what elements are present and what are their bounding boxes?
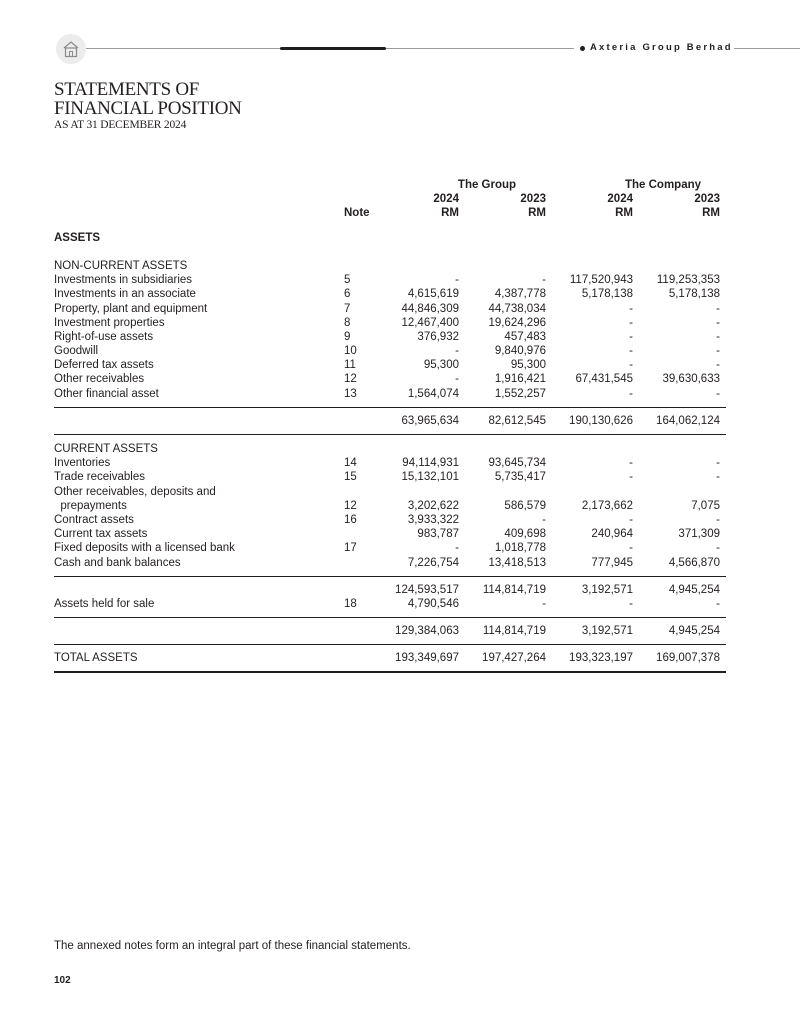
table-row [54,485,726,499]
row-label: Right-of-use assets [54,330,154,343]
row-label: prepayments [54,499,127,512]
row-label: Other receivables, deposits and [54,485,216,498]
current-total-row [54,624,726,638]
row-value: 7,226,754 [407,556,459,569]
row-value: 240,964 [591,528,633,541]
row-value: 3,933,322 [407,513,459,526]
row-label: Deferred tax assets [54,359,154,372]
row-value: 44,738,034 [488,302,546,315]
total-value: 164,062,124 [656,414,720,427]
non-current-rows [54,273,726,401]
row-value: 371,309 [678,528,720,541]
column-group-headers [54,178,726,192]
table-row [54,387,726,401]
row-value: 409,698 [504,528,546,541]
row-value: 1,916,421 [494,373,546,386]
row-note: 11 [344,359,356,372]
row-value: - [716,457,720,470]
note-header: Note [344,207,370,220]
row-value: - [716,330,720,343]
group-header: The Group [457,179,517,191]
row-value: 5,735,417 [494,471,546,484]
header-bullet [580,46,585,51]
row-label: Trade receivables [54,471,145,484]
row-value: 13,418,513 [488,556,546,569]
total-value: 63,965,634 [401,414,459,427]
row-value: - [716,316,720,329]
year-header: 2023 [694,193,720,206]
year-header: 2024 [433,193,459,206]
row-value: 5,178,138 [581,288,633,301]
row-value: 1,018,778 [494,542,546,555]
row-value: 4,790,546 [407,597,459,610]
header-divider-right [734,48,800,49]
row-label: Investments in an associate [54,288,196,301]
unit-header: RM [441,207,459,220]
non-current-heading: NON-CURRENT ASSETS [54,259,188,272]
row-value: - [629,513,633,526]
row-value: - [629,387,633,400]
row-note: 18 [344,597,357,610]
footnote: The annexed notes form an integral part of these financial statements. [54,940,411,952]
held-for-sale-row [54,597,726,611]
header-accent-bar [280,47,386,50]
row-note: 16 [344,513,357,526]
row-value: 95,300 [423,359,459,372]
table-row [54,456,726,470]
table-row [54,499,726,513]
table-row [54,513,726,527]
row-value: 4,566,870 [668,556,720,569]
row-value: - [716,597,720,610]
row-value: - [455,373,459,386]
row-label: Cash and bank balances [54,556,181,569]
row-note: 15 [344,471,357,484]
row-value: 586,579 [504,499,546,512]
page-number: 102 [54,975,71,986]
unit-header: RM [528,207,546,220]
row-value: 4,387,778 [494,288,546,301]
row-value: - [716,345,720,358]
row-value: - [629,457,633,470]
row-value: 2,173,662 [581,499,633,512]
row-note: 12 [344,373,357,386]
row-value: 39,630,633 [662,373,720,386]
row-value: 9,840,976 [494,345,546,358]
row-value: - [629,471,633,484]
total-assets-row [54,651,726,665]
row-value: 12,467,400 [401,316,459,329]
page-title [54,80,242,118]
row-value: 19,624,296 [488,316,546,329]
total-value: 82,612,545 [488,414,546,427]
page-title-line-2: FINANCIAL POSITION [54,98,242,119]
row-value: - [629,330,633,343]
row-value: - [629,597,633,610]
row-value: 1,552,257 [494,387,546,400]
row-value: - [629,359,633,372]
row-value: - [716,471,720,484]
page-subtitle: AS AT 31 DECEMBER 2024 [54,119,187,131]
table-row [54,344,726,358]
row-value: - [455,274,459,287]
row-value: - [716,542,720,555]
row-note: 8 [344,316,351,329]
total-assets-value: 193,349,697 [395,652,459,665]
subtotal-value: 124,593,517 [395,583,459,596]
row-label: Investment properties [54,316,165,329]
financial-position-table [54,178,726,673]
row-note: 9 [344,330,351,343]
page-title-line-1: STATEMENTS OF [54,79,200,100]
row-label: Property, plant and equipment [54,302,208,315]
row-note: 13 [344,387,357,400]
row-value: 67,431,545 [575,373,633,386]
table-row [54,302,726,316]
row-value: 376,932 [417,330,459,343]
row-label: Assets held for sale [54,597,155,610]
total-assets-value: 197,427,264 [482,652,546,665]
subtotal-value: 3,192,571 [581,583,633,596]
table-row [54,287,726,301]
row-label: Investments in subsidiaries [54,274,193,287]
total-assets-value: 193,323,197 [569,652,633,665]
row-value: - [542,597,546,610]
row-value: - [716,359,720,372]
table-row [54,527,726,541]
row-value: - [542,274,546,287]
row-value: 7,075 [691,499,720,512]
row-value: 3,202,622 [407,499,459,512]
row-value: 44,846,309 [401,302,459,315]
row-value: - [629,316,633,329]
subtotal-value: 4,945,254 [668,583,720,596]
row-value: - [629,345,633,358]
total-value: 4,945,254 [668,625,720,638]
row-note: 5 [344,274,351,287]
row-label: Inventories [54,457,111,470]
row-value: - [716,387,720,400]
row-value: - [455,345,459,358]
current-subtotal-row [54,583,726,597]
row-value: 93,645,734 [488,457,546,470]
total-value: 3,192,571 [581,625,633,638]
row-note: 12 [344,499,357,512]
company-header: The Company [624,179,702,191]
non-current-heading-row [54,259,726,273]
row-label: Other financial asset [54,387,159,400]
row-value: 4,615,619 [407,288,459,301]
total-value: 114,814,719 [482,625,546,638]
year-header: 2023 [520,193,546,206]
table-row [54,273,726,287]
row-label: Current tax assets [54,528,148,541]
home-button[interactable] [56,34,86,64]
non-current-total-row [54,414,726,428]
row-value: - [542,513,546,526]
row-value: - [629,542,633,555]
total-value: 190,130,626 [569,414,633,427]
current-heading: CURRENT ASSETS [54,443,158,455]
row-value: 457,483 [504,330,546,343]
row-note: 6 [344,288,351,301]
row-value: 117,520,943 [569,274,633,287]
subtotal-value: 114,814,719 [482,583,546,596]
unit-header: RM [702,207,720,220]
total-value: 129,384,063 [395,625,459,638]
grand-total-rule [54,671,726,673]
current-heading-row [54,442,726,456]
total-assets-value: 169,007,378 [656,652,720,665]
row-note: 7 [344,302,351,315]
row-value: 5,178,138 [668,288,720,301]
home-icon [62,39,80,59]
unit-header: RM [615,207,633,220]
table-row [54,470,726,484]
row-value: 94,114,931 [402,457,459,470]
table-row [54,372,726,386]
row-label: Other receivables [54,373,145,386]
row-value: 119,253,353 [656,274,720,287]
row-value: 95,300 [510,359,546,372]
row-value: - [455,542,459,555]
year-header-row [54,192,726,206]
row-value: 777,945 [591,556,633,569]
company-name: Axteria Group Berhad [590,42,733,53]
assets-heading-row [54,231,726,245]
row-value: - [716,513,720,526]
table-row [54,358,726,372]
row-note: 17 [344,542,357,555]
row-label: Goodwill [54,345,99,358]
unit-header-row [54,206,726,220]
assets-heading: ASSETS [54,231,101,244]
row-value: 1,564,074 [407,387,459,400]
table-row [54,541,726,555]
row-value: 983,787 [417,528,459,541]
row-note: 10 [344,345,357,358]
total-assets-label: TOTAL ASSETS [54,652,138,665]
table-row [54,330,726,344]
row-value: - [716,302,720,315]
row-value: 15,132,101 [401,471,459,484]
table-row [54,316,726,330]
row-label: Contract assets [54,513,134,526]
current-rows [54,456,726,570]
year-header: 2024 [607,193,633,206]
row-label: Fixed deposits with a licensed bank [54,542,235,555]
row-note: 14 [344,457,357,470]
row-value: - [629,302,633,315]
table-row [54,556,726,570]
